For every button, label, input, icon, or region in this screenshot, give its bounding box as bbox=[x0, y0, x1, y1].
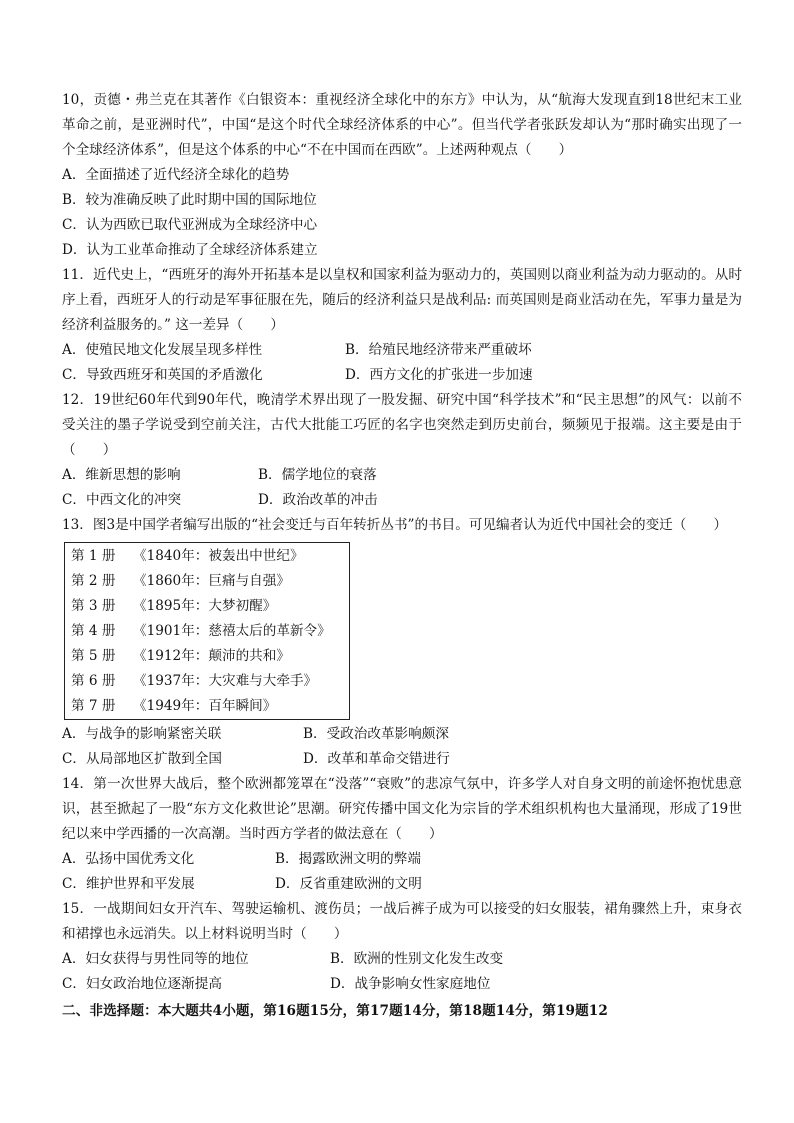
option-row bbox=[62, 338, 742, 363]
option-a: A．使殖民地文化发展呈现多样性 bbox=[62, 342, 263, 358]
book-row bbox=[71, 644, 349, 669]
option-row bbox=[62, 847, 742, 872]
option-row bbox=[62, 972, 742, 997]
option-b: B．欧洲的性别文化发生改变 bbox=[330, 951, 504, 967]
book-row bbox=[71, 594, 349, 619]
book-volume: 第 3 册 bbox=[71, 598, 116, 614]
question-14 bbox=[62, 772, 742, 897]
book-title: 《1895年：大梦初醒》 bbox=[133, 598, 277, 614]
book-row bbox=[71, 669, 349, 694]
question-stem: 14．第一次世界大战后，整个欧洲都笼罩在“没落”“衰败”的悲凉气氛中，许多学人对自身文明的前途怀抱忧患意识，甚至掀起了一股“东方文化救世论”思潮。研究传播中国文化为宗旨的学术组织机构也大量涌现，形成了19世纪以来中学西播的一次高潮。当时西方学者的做法意在（ ） bbox=[62, 776, 742, 842]
question-10 bbox=[62, 88, 742, 263]
option-c: C．导致西班牙和英国的矛盾激化 bbox=[62, 367, 263, 383]
option-row bbox=[62, 488, 742, 513]
book-row bbox=[71, 544, 349, 569]
book-row bbox=[71, 569, 349, 594]
book-list-table bbox=[64, 542, 350, 720]
question-stem: 12．19世纪60年代到90年代，晚清学术界出现了一股发掘、研究中国“科学技术”和“民主思想”的风气：以前不受关注的墨子学说受到空前关注，古代大批能工巧匠的名字也突然走到历史前台，频频见于报端。这主要是由于（ ） bbox=[62, 392, 742, 458]
book-row bbox=[71, 619, 349, 644]
book-title: 《1912年：颠沛的共和》 bbox=[133, 648, 290, 664]
question-15 bbox=[62, 897, 742, 997]
question-12 bbox=[62, 388, 742, 513]
option-c: C．维护世界和平发展 bbox=[62, 876, 195, 892]
option-d: D．西方文化的扩张进一步加速 bbox=[345, 367, 533, 383]
book-title: 《1937年：大灾难与大牵手》 bbox=[133, 673, 318, 689]
question-13 bbox=[62, 513, 742, 772]
option-d: D．政治改革的冲击 bbox=[258, 492, 378, 508]
question-stem: 13．图3是中国学者编写出版的“社会变迁与百年转折丛书”的书目。可见编者认为近代中国社会的变迁（ ） bbox=[62, 517, 728, 533]
book-title: 《1901年：慈禧太后的革新令》 bbox=[133, 623, 331, 639]
book-volume: 第 5 册 bbox=[71, 648, 116, 664]
book-title: 《1949年：百年瞬间》 bbox=[133, 698, 277, 714]
book-row bbox=[71, 694, 349, 719]
option-b: B．儒学地位的衰落 bbox=[258, 467, 377, 483]
section-title: 二、非选择题：本大题共4小题，第16题15分，第17题14分，第18题14分，第19题12 bbox=[62, 1003, 608, 1019]
question-stem: 11．近代史上，“西班牙的海外开拓基本是以皇权和国家利益为驱动力的，英国则以商业利益为动力驱动的。从时序上看，西班牙人的行动是军事征服在先，随后的经济利益只是战利品: 而英国则是商业活动在先，军事力量是为经济利益服务的。” 这一差异（ ） bbox=[62, 267, 742, 333]
option-a: A．弘扬中国优秀文化 bbox=[62, 851, 195, 867]
option-a: A．与战争的影响紧密关联 bbox=[62, 726, 222, 742]
book-volume: 第 2 册 bbox=[71, 573, 116, 589]
option-d: D．战争影响女性家庭地位 bbox=[330, 976, 491, 992]
option-row bbox=[62, 872, 742, 897]
option-row bbox=[62, 463, 742, 488]
option-b: B．较为准确反映了此时期中国的国际地位 bbox=[62, 192, 317, 208]
option-c: C．妇女政治地位逐渐提高 bbox=[62, 976, 222, 992]
book-title: 《1860年：巨痛与自强》 bbox=[133, 573, 290, 589]
option-a: A．维新思想的影响 bbox=[62, 467, 181, 483]
book-volume: 第 6 册 bbox=[71, 673, 116, 689]
option-a: A．全面描述了近代经济全球化的趋势 bbox=[62, 167, 290, 183]
option-row bbox=[62, 947, 742, 972]
option-c: C．从局部地区扩散到全国 bbox=[62, 751, 222, 767]
question-11 bbox=[62, 263, 742, 388]
option-d: D．改革和革命交错进行 bbox=[303, 751, 450, 767]
option-b: B．受政治改革影响颇深 bbox=[303, 726, 449, 742]
option-row bbox=[62, 363, 742, 388]
book-volume: 第 7 册 bbox=[71, 698, 116, 714]
question-stem: 10，贡德・弗兰克在其著作《白银资本：重视经济全球化中的东方》中认为，从“航海大发现直到18世纪末工业革命之前，是亚洲时代”，中国“是这个时代全球经济体系的中心”。但当代学者张跃发却认为“那时确实出现了一个全球经济体系”，但是这个体系的中心“不在中国而在西欧”。上述两种观点（ ） bbox=[62, 92, 742, 158]
option-c: C．认为西欧已取代亚洲成为全球经济中心 bbox=[62, 217, 318, 233]
book-title: 《1840年：被轰出中世纪》 bbox=[133, 548, 304, 564]
option-b: B．揭露欧洲文明的弊端 bbox=[275, 851, 421, 867]
option-row bbox=[62, 722, 742, 747]
option-row bbox=[62, 747, 742, 772]
book-volume: 第 1 册 bbox=[71, 548, 116, 564]
option-d: D．反省重建欧洲的文明 bbox=[275, 876, 422, 892]
exam-page bbox=[62, 88, 742, 1024]
option-c: C．中西文化的冲突 bbox=[62, 492, 182, 508]
option-b: B．给殖民地经济带来严重破坏 bbox=[345, 342, 532, 358]
question-stem: 15．一战期间妇女开汽车、驾驶运输机、渡伤员；一战后裤子成为可以接受的妇女服装，裙角骤然上升，束身衣和裙撑也永远消失。以上材料说明当时（ ） bbox=[62, 901, 742, 942]
option-a: A．妇女获得与男性同等的地位 bbox=[62, 951, 249, 967]
option-d: D．认为工业革命推动了全球经济体系建立 bbox=[62, 242, 318, 258]
book-volume: 第 4 册 bbox=[71, 623, 116, 639]
